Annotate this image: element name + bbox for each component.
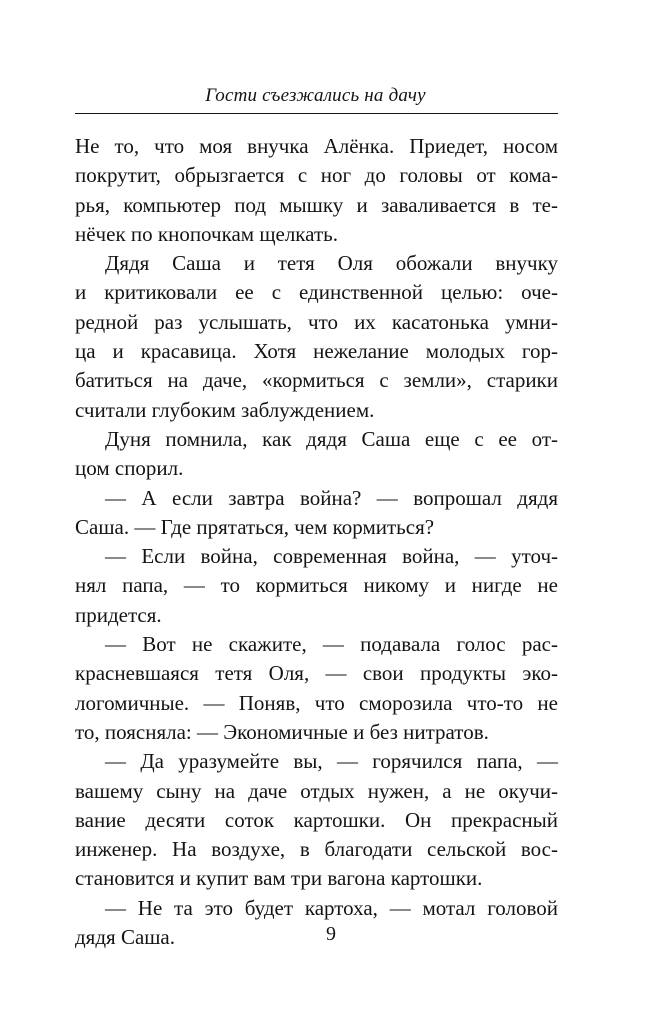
page-number: 9 [326, 923, 336, 945]
body-text [75, 132, 558, 952]
text-line: вашему сыну на даче отдых нужен, а не окучи- [75, 778, 558, 803]
text-line: вание десяти соток картошки. Он прекрасный [75, 807, 558, 832]
text-line: покрутит, обрызгается с ног до головы от кома- [75, 163, 558, 188]
text-line: — Да уразумейте вы, — горячился папа, — [105, 749, 558, 774]
header-rule [75, 113, 558, 114]
text-line: становится и купит вам три вагона картошки. [75, 866, 483, 891]
text-line: Дуня помнила, как дядя Саша еще с ее от- [105, 426, 558, 451]
paragraph [75, 630, 558, 747]
text-line: красневшаяся тетя Оля, — свои продукты эко- [75, 661, 558, 686]
text-line: то, поясняла: — Экономичные и без нитратов. [75, 719, 489, 744]
text-line: нёчек по кнопочкам щелкать. [75, 221, 338, 246]
text-line: Не то, что моя внучка Алёнка. Приедет, носом [75, 134, 558, 158]
text-line: и критиковали ее с единственной целью: оче- [75, 280, 558, 305]
text-line: Дядя Саша и тетя Оля обожали внучку [105, 251, 558, 276]
text-line: цом спорил. [75, 456, 184, 481]
text-line: Саша. — Где прятаться, чем кормиться? [75, 514, 435, 539]
text-line: рья, компьютер под мышку и заваливается в те- [75, 192, 558, 217]
text-line: ца и красавица. Хотя нежелание молодых гор- [75, 339, 558, 364]
text-line: нял папа, — то кормиться никому и нигде не [75, 573, 558, 598]
text-line: придется. [75, 602, 162, 627]
text-line: — А если завтра война? — вопрошал дядя [105, 485, 558, 510]
text-line: инженер. На воздухе, в благодати сельской вос- [75, 837, 558, 862]
paragraph [75, 542, 558, 630]
paragraph [75, 484, 558, 543]
text-line: — Не та это будет картоха, — мотал головой [105, 895, 558, 920]
text-line: логомичные. — Поняв, что сморозила что-то не [75, 690, 558, 715]
paragraph [75, 249, 558, 425]
text-line: батиться на даче, «кормиться с земли», старики [75, 368, 558, 393]
paragraph [75, 425, 558, 484]
paragraph [75, 747, 558, 893]
text-line: считали глубоким заблуждением. [75, 397, 375, 422]
text-line: — Вот не скажите, — подавала голос рас- [105, 632, 558, 657]
running-head-title: Гости съезжались на дачу [205, 85, 426, 106]
text-line: дядя Саша. [75, 925, 176, 950]
text-line: редной раз услышать, что их касатонька умни- [75, 309, 558, 334]
paragraph [75, 132, 558, 249]
text-line: — Если война, современная война, — уточ- [105, 544, 558, 569]
